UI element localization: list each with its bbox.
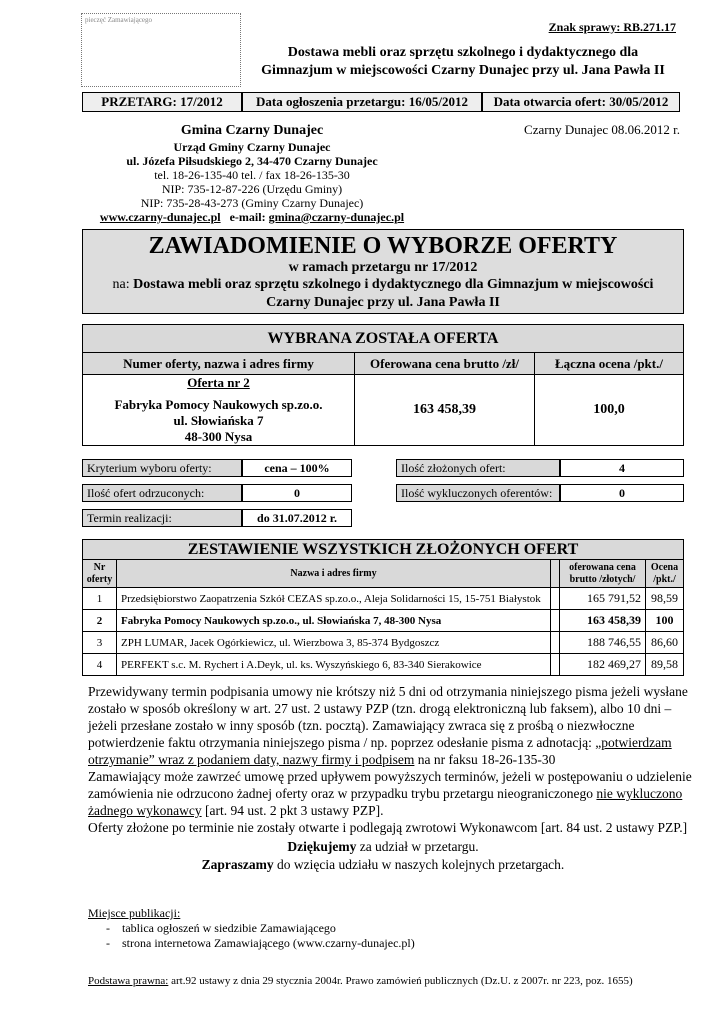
email-label: e-mail: — [229, 210, 266, 224]
paragraph-2-end: [art. 94 ust. 2 pkt 3 ustawy PZP]. — [201, 803, 384, 818]
paragraph-1-end: na nr faksu 18-26-135-30 — [414, 752, 556, 767]
term-row — [82, 509, 352, 527]
summary-score: 89,58 — [646, 654, 684, 676]
summary-title: ZESTAWIENIE WSZYSTKICH ZŁOŻONYCH OFERT — [83, 540, 684, 560]
summary-nr: 3 — [83, 632, 117, 654]
criterion-value: cena – 100% — [242, 459, 352, 477]
notice-subtitle: w ramach przetargu nr 17/2012 — [288, 260, 478, 275]
issuer-email-link[interactable]: gmina@czarny-dunajec.pl — [268, 210, 405, 224]
summary-spacer — [551, 560, 560, 588]
submitted-value: 4 — [560, 459, 684, 477]
paragraph-2-text: Zamawiający może zawrzeć umowę przed upływem powyższych terminów, jeżeli w postępowaniu o udzielenie zamówienia nie odrzucono żadnej oferty oraz w przypadku trybu przetargu nieograniczonego — [88, 769, 692, 801]
header-score: Łączna ocena /pkt./ — [535, 353, 684, 375]
tender-number: PRZETARG: 17/2012 — [82, 92, 242, 112]
top-title — [248, 44, 678, 80]
invite-bold: Zapraszamy — [201, 857, 274, 872]
selected-firm-cell — [83, 375, 355, 446]
paragraph-2-underlined: nie wykluczono żadnego wykonawcy — [88, 786, 683, 818]
summary-header-nr-2: oferty — [86, 573, 113, 585]
body-text — [88, 683, 692, 836]
criterion-row — [82, 459, 352, 477]
opening-date: Data otwarcia ofert: 30/05/2012 — [482, 92, 680, 112]
notice-title: ZAWIADOMIENIE O WYBORZE OFERTY — [148, 233, 618, 259]
thanks-text: za udział w przetargu. — [356, 839, 479, 854]
rejected-label: Ilość ofert odrzuconych: — [82, 484, 242, 502]
summary-header-price-2: brutto /złotych/ — [569, 573, 636, 585]
issuer-name: Gmina Czarny Dunajec — [180, 123, 324, 138]
issuer-nip-2: NIP: 735-28-43-273 (Gminy Czarny Dunajec) — [140, 196, 364, 210]
issuer-nip-1: NIP: 735-12-87-226 (Urzędu Gminy) — [161, 182, 343, 196]
notice-header — [82, 229, 684, 314]
summary-price: 163 458,39 — [560, 610, 646, 632]
paragraph-2 — [88, 768, 692, 819]
table-row — [83, 610, 684, 632]
legal-label: Podstawa prawna: — [88, 975, 169, 987]
case-number: Znak sprawy: RB.271.17 — [548, 20, 676, 34]
selected-score: 100,0 — [535, 375, 684, 446]
table-row — [83, 632, 684, 654]
header-price: Oferowana cena brutto /zł/ — [355, 353, 535, 375]
criterion-label: Kryterium wyboru oferty: — [82, 459, 242, 477]
summary-spacer-cell — [551, 610, 560, 632]
summary-firm: ZPH LUMAR, Jacek Ogórkiewicz, ul. Wierzbowa 3, 85-374 Bydgoszcz — [117, 632, 551, 654]
summary-header-score-1: Ocena — [650, 561, 679, 573]
place-date: Czarny Dunajec 08.06.2012 r. — [524, 122, 680, 137]
selected-firm-name: Fabryka Pomocy Naukowych sp.zo.o. — [114, 397, 323, 412]
summary-price: 188 746,55 — [560, 632, 646, 654]
table-row — [83, 588, 684, 610]
publication-item-1-text: tablica ogłoszeń w siedzibie Zamawiającego — [122, 921, 336, 935]
summary-nr: 1 — [83, 588, 117, 610]
publication-item-1: - tablica ogłoszeń w siedzibie Zamawiającego — [106, 921, 336, 935]
table-row — [83, 654, 684, 676]
issuer-address: ul. Józefa Piłsudskiego 2, 34-470 Czarny Dunajec — [126, 154, 378, 168]
header-firm: Numer oferty, nazwa i adres firmy — [83, 353, 355, 375]
summary-nr: 2 — [83, 610, 117, 632]
thanks-block — [82, 838, 684, 874]
summary-firm: PERFEKT s.c. M. Rychert i A.Deyk, ul. ks. Wyszyńskiego 6, 83-340 Sierakowice — [117, 654, 551, 676]
issuer-phone: tel. 18-26-135-40 tel. / fax 18-26-135-30 — [154, 168, 350, 182]
selected-price: 163 458,39 — [355, 375, 535, 446]
paragraph-1-text: Przewidywany termin podpisania umowy nie krótszy niż 5 dni od otrzymania niniejszego pisma jeżeli wysłane zostało w sposób określony w art. 27 ust. 2 ustawy PZP (tzn. drogą elektroniczną lub faksem), albo 10 dni – jeżeli przesłane zostało w inny sposób (tzn. pocztą). Zamawiający zwraca się z prośbą o niezwłoczne potwierdzenie faktu otrzymania niniejszego pisma / np. poprzez odesłanie pisma z adnotacją: — [88, 684, 688, 750]
issuer-block — [96, 122, 408, 224]
paragraph-1-underlined: „potwierdzam otrzymanie” wraz z podaniem daty, nazwy firmy i podpisem — [88, 735, 672, 767]
summary-header-name: Nazwa i adres firmy — [117, 560, 551, 588]
summary-header-price — [560, 560, 646, 588]
publication-title: Miejsce publikacji: — [88, 906, 181, 920]
issuer-website-link[interactable]: www.czarny-dunajec.pl — [99, 210, 221, 224]
selected-offer-section — [82, 324, 684, 446]
summary-header-nr-1: Nr — [93, 561, 106, 573]
publication-item-2: - strona internetowa Zamawiającego (www.czarny-dunajec.pl) — [106, 936, 415, 950]
paragraph-3: Oferty złożone po terminie nie zostały otwarte i podlegają zwrotowi Wykonawcom [art. 84 ust. 2 ustawy PZP.] — [88, 820, 688, 835]
summary-score: 100 — [646, 610, 684, 632]
summary-price: 165 791,52 — [560, 588, 646, 610]
issuer-office: Urząd Gminy Czarny Dunajec — [173, 140, 331, 154]
summary-section — [82, 539, 684, 676]
selected-offer-title: WYBRANA ZOSTAŁA OFERTA — [83, 325, 684, 353]
summary-header-price-1: oferowana cena — [569, 561, 636, 573]
publication-item-2-text: strona internetowa Zamawiającego (www.czarny-dunajec.pl) — [122, 936, 415, 950]
excluded-value: 0 — [560, 484, 684, 502]
term-value: do 31.07.2012 r. — [242, 509, 352, 527]
invite-text: do wzięcia udziału w naszych kolejnych przetargach. — [273, 857, 565, 872]
summary-score: 98,59 — [646, 588, 684, 610]
legal-basis — [88, 975, 633, 987]
offer-number: Oferta nr 2 — [187, 375, 250, 390]
top-title-line-1: Dostawa mebli oraz sprzętu szkolnego i dydaktycznego dla — [287, 45, 639, 60]
paragraph-1 — [88, 683, 692, 768]
legal-text: art.92 ustawy z dnia 29 stycznia 2004r. Prawo zamówień publicznych (Dz.U. z 2007r. nr 223, poz. 1655) — [168, 975, 633, 987]
submitted-label: Ilość złożonych ofert: — [396, 459, 560, 477]
notice-subject-line-2: Czarny Dunajec przy ul. Jana Pawła II — [266, 295, 500, 310]
rejected-row — [82, 484, 352, 502]
notice-na-prefix: na: — [112, 277, 134, 292]
summary-header-score — [646, 560, 684, 588]
selected-firm-city: 48-300 Nysa — [184, 429, 253, 444]
thanks-bold: Dziękujemy — [287, 839, 357, 854]
top-title-line-2: Gimnazjum w miejscowości Czarny Dunajec przy ul. Jana Pawła II — [261, 63, 665, 78]
summary-firm: Fabryka Pomocy Naukowych sp.zo.o., ul. Słowiańska 7, 48-300 Nysa — [117, 610, 551, 632]
summary-price: 182 469,27 — [560, 654, 646, 676]
stamp-box — [81, 13, 241, 87]
summary-firm: Przedsiębiorstwo Zaopatrzenia Szkół CEZAS sp.zo.o., Aleja Solidarności 15, 15-751 Białystok — [117, 588, 551, 610]
excluded-label: Ilość wykluczonych oferentów: — [396, 484, 560, 502]
excluded-row — [396, 484, 684, 502]
summary-header-score-2: /pkt./ — [653, 573, 676, 585]
summary-spacer-cell — [551, 632, 560, 654]
announce-date: Data ogłoszenia przetargu: 16/05/2012 — [242, 92, 482, 112]
selected-firm-street: ul. Słowiańska 7 — [173, 413, 264, 428]
summary-nr: 4 — [83, 654, 117, 676]
notice-subject-line-1: Dostawa mebli oraz sprzętu szkolnego i dydaktycznego dla Gimnazjum w miejscowości — [133, 277, 654, 292]
publication-block — [88, 906, 415, 951]
summary-spacer-cell — [551, 654, 560, 676]
summary-header-nr — [83, 560, 117, 588]
submitted-row — [396, 459, 684, 477]
summary-spacer-cell — [551, 588, 560, 610]
summary-score: 86,60 — [646, 632, 684, 654]
stamp-label: pieczęć Zamawiającego — [85, 16, 153, 24]
term-label: Termin realizacji: — [82, 509, 242, 527]
rejected-value: 0 — [242, 484, 352, 502]
